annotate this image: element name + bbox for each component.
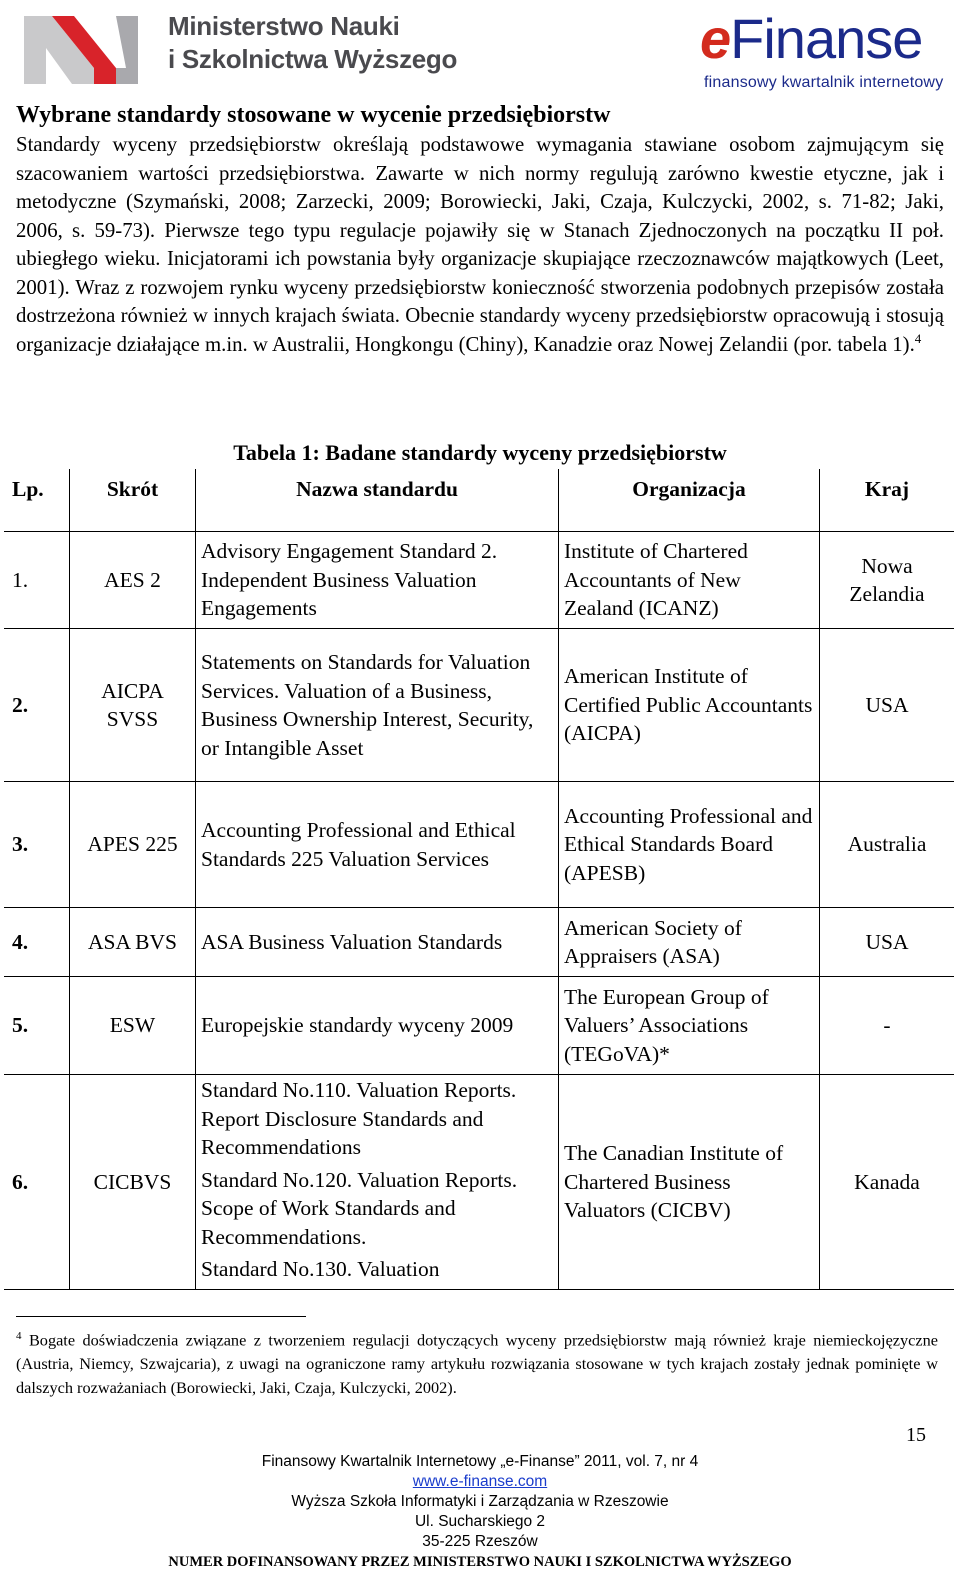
footnote-number: 4	[16, 1330, 22, 1342]
header-kraj: Kraj	[820, 469, 955, 532]
table-row	[4, 782, 954, 908]
cell-organizacja: Institute of Chartered Accountants of New Zealand (ICANZ)	[559, 532, 820, 629]
page-number: 15	[906, 1424, 926, 1446]
cell-nazwa: Europejskie standardy wyceny 2009	[196, 977, 559, 1075]
cell-kraj: USA	[820, 629, 955, 782]
footer-website-link[interactable]: www.e-finanse.com	[412, 1473, 548, 1490]
footer-school: Wyższa Szkoła Informatyki i Zarządzania w Rzeszowie	[291, 1493, 669, 1510]
cell-skrot: AES 2	[70, 532, 196, 629]
cell-kraj: Kanada	[820, 1075, 955, 1290]
efinanse-logo	[700, 8, 950, 100]
cell-lp: 2.	[4, 629, 70, 782]
cell-lp: 3.	[4, 782, 70, 908]
header-nazwa: Nazwa standardu	[196, 469, 559, 532]
cell-skrot: ASA BVS	[70, 908, 196, 977]
cell-lp: 4.	[4, 908, 70, 977]
table-row	[4, 1075, 954, 1290]
ministry-name	[168, 10, 457, 76]
standards-table	[4, 469, 954, 1290]
table-caption: Tabela 1: Badane standardy wyceny przedsiębiorstw	[233, 440, 727, 465]
table-header-row	[4, 469, 954, 532]
header-skrot: Skrót	[70, 469, 196, 532]
efinanse-tagline: finansowy kwartalnik internetowy	[704, 74, 944, 91]
cell-kraj: Australia	[820, 782, 955, 908]
footer-city: 35-225 Rzeszów	[422, 1533, 538, 1550]
cell-nazwa: Advisory Engagement Standard 2. Independent Business Valuation Engagements	[196, 532, 559, 629]
cell-skrot: ESW	[70, 977, 196, 1075]
cell-skrot: AICPA SVSS	[70, 629, 196, 782]
section-heading: Wybrane standardy stosowane w wycenie przedsiębiorstw	[16, 102, 611, 128]
cell-organizacja: American Society of Appraisers (ASA)	[559, 908, 820, 977]
cell-lp: 1.	[4, 532, 70, 629]
header-organizacja: Organizacja	[559, 469, 820, 532]
cell-organizacja: The Canadian Institute of Chartered Business Valuators (CICBV)	[559, 1075, 820, 1290]
cell-nazwa: Statements on Standards for Valuation Services. Valuation of a Business, Business Ownership Interest, Security, or Intangible Asset	[196, 629, 559, 782]
footnote-separator	[16, 1316, 306, 1317]
cicbvs-standard-130: Standard No.130. Valuation	[201, 1257, 440, 1282]
footer-funding-note: NUMER DOFINANSOWANY PRZEZ MINISTERSTWO NAUKI I SZKOLNICTWA WYŻSZEGO	[168, 1554, 792, 1570]
body-paragraph	[16, 131, 944, 359]
table-row	[4, 629, 954, 782]
footer-street: Ul. Sucharskiego 2	[414, 1513, 546, 1530]
efinanse-logo-e: e	[700, 7, 731, 70]
footnote-reference[interactable]: 4	[914, 330, 922, 346]
efinanse-logo-rest: Finanse	[730, 7, 923, 70]
body-paragraph-text: Standardy wyceny przedsiębiorstw określają podstawowe wymagania stawiane osobom zajmującym się szacowaniem wartości przedsiębiorstwa. Zawarte w nich normy regulują zarówno kwestie etyczne, jak i metodyczne (Szymański, 2008; Zarzecki, 2009; Borowiecki, Jaki, Czaja, Kulczycki, 2002, s. 71-82; Jaki, 2006, s. 59-73). Pierwsze tego typu regulacje pojawiły się w Stanach Zjednoczonych na początku II poł. ubiegłego wieku. Inicjatorami ich powstania były organizacje skupiające rzeczoznawców majątkowych (Leet, 2001). Wraz z rozwojem rynku wyceny przedsiębiorstw konieczność stworzenia podobnych przepisów została dostrzeżona również w innych krajach świata. Obecnie standardy wyceny przedsiębiorstw opracowują i stosują organizacje działające m.in. w Australii, Hongkongu (Chiny), Kanadzie oraz Nowej Zelandii (por. tabela 1).	[16, 133, 944, 356]
cell-nazwa: ASA Business Valuation Standards	[196, 908, 559, 977]
cell-kraj: Nowa Zelandia	[820, 532, 955, 629]
cell-organizacja: Accounting Professional and Ethical Standards Board (APESB)	[559, 782, 820, 908]
cell-skrot: APES 225	[70, 782, 196, 908]
cell-nazwa: Accounting Professional and Ethical Standards 225 Valuation Services	[196, 782, 559, 908]
ministry-name-line1: Ministerstwo Nauki	[168, 11, 400, 41]
cicbvs-standard-110: Standard No.110. Valuation Reports. Report Disclosure Standards and Recommendations	[201, 1078, 517, 1160]
cell-skrot: CICBVS	[70, 1075, 196, 1290]
footnote	[16, 1324, 938, 1400]
cell-lp: 5.	[4, 977, 70, 1075]
efinanse-logo-title	[700, 8, 922, 70]
cell-kraj: USA	[820, 908, 955, 977]
page-footer	[0, 1452, 960, 1572]
cell-organizacja: American Institute of Certified Public Accountants (AICPA)	[559, 629, 820, 782]
ministry-emblem-icon	[16, 6, 156, 86]
cicbvs-standard-120: Standard No.120. Valuation Reports. Scope of Work Standards and Recommendations.	[201, 1167, 518, 1249]
cell-lp: 6.	[4, 1075, 70, 1290]
footer-journal: Finansowy Kwartalnik Internetowy „e-Finanse” 2011, vol. 7, nr 4	[261, 1453, 699, 1470]
table-row	[4, 908, 954, 977]
table-row	[4, 977, 954, 1075]
ministry-name-line2: i Szkolnictwa Wyższego	[168, 44, 458, 74]
footnote-text: Bogate doświadczenia związane z tworzeniem regulacji dotyczących wyceny przedsiębiorstw mają również kraje niemieckojęzyczne (Austria, Niemcy, Szwajcaria), z uwagi na ograniczone ramy artykułu rozwiązania stosowane w tych krajach zostały jednak pominięte w dalszych rozważaniach (Borowiecki, Jaki, Czaja, Kulczycki, 2002).	[16, 1330, 938, 1398]
cell-kraj: -	[820, 977, 955, 1075]
header-lp: Lp.	[4, 469, 70, 532]
cell-organizacja: The European Group of Valuers’ Associations (TEGoVA)*	[559, 977, 820, 1075]
cell-nazwa	[196, 1075, 559, 1290]
table-row	[4, 532, 954, 629]
